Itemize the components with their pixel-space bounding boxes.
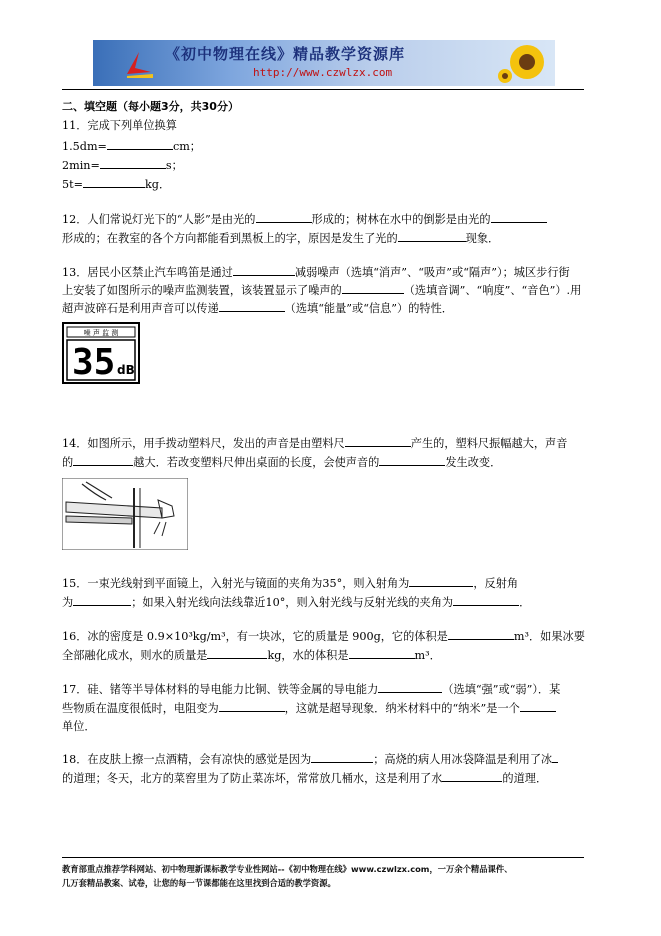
- answer-blank[interactable]: [398, 229, 466, 242]
- page-footer: [62, 862, 584, 890]
- q14-line-1: 14．如图所示，用手拨动塑料尺，发出的声音是由塑料尺 产生的，塑料尺振幅越大，声音: [62, 434, 567, 453]
- answer-blank[interactable]: [520, 699, 556, 712]
- q18-line-2: 的道理；冬天，北方的菜窖里为了防止菜冻坏，常常放几桶水，这是利用了水 的道理．: [62, 769, 547, 788]
- answer-blank[interactable]: [256, 210, 312, 223]
- section-heading: 二、填空题（每小题3分，共30分）: [62, 100, 239, 113]
- q11-stem: 11．完成下列单位换算: [62, 119, 177, 132]
- q15-line-1: 15．一束光线射到平面镜上，入射光与镜面的夹角为35°，则入射角为 ，反射角: [62, 574, 518, 593]
- q11-item-2: 2min= s；: [62, 156, 183, 175]
- answer-blank[interactable]: [342, 281, 404, 294]
- answer-blank[interactable]: [409, 574, 473, 587]
- q17-line-3: 单位．: [62, 720, 96, 733]
- answer-blank[interactable]: [73, 453, 133, 466]
- q15-line-2: 为 ；如果入射光线向法线靠近10°，则入射光线与反射光线的夹角为 ．: [62, 593, 530, 612]
- noise-monitor-icon: [62, 322, 140, 384]
- footer-rule: [62, 857, 584, 858]
- answer-blank[interactable]: [73, 593, 131, 606]
- q13-line-2: 上安装了如图所示的噪声监测装置，该装置显示了噪声的 （选填音调”、“响度”、“音色”）.用: [62, 281, 581, 300]
- device-label: 噪 声 监 测: [83, 329, 119, 337]
- footer-line-1: 教育部重点推荐学科网站、初中物理新课标教学专业性网站--《初中物理在线》www.czwlzx.com，一万余个精品课件、: [62, 864, 513, 874]
- q17-line-2: 些物质在温度很低时，电阻变为 ，这就是超导现象．纳米材料中的“纳米”是一个: [62, 699, 556, 718]
- banner-title: 《初中物理在线》精品教学资源库: [165, 45, 406, 63]
- q13-line-3: 超声波碎石是利用声音可以传递 （选填“能量”或“信息”）的特性．: [62, 299, 453, 318]
- banner-url[interactable]: http://www.czwlzx.com: [253, 66, 393, 79]
- q12-line-2: 形成的；在教室的各个方向都能看到黑板上的字，原因是发生了光的 现象．: [62, 229, 499, 248]
- q16-line-1: 16．冰的密度是 0.9×10³kg/m³，有一块冰，它的质量是 900g，它的体积是 m³．如果冰要: [62, 627, 585, 646]
- q18-line-1: 18．在皮肤上擦一点酒精，会有凉快的感觉是因为 ；高烧的病人用冰袋降温是利用了冰: [62, 750, 558, 769]
- device-unit: dB: [117, 363, 135, 377]
- ruler-on-table-icon: [62, 478, 188, 550]
- device-reading: 35: [72, 342, 116, 383]
- header-banner: [93, 40, 555, 86]
- noise-monitor-figure: [62, 322, 140, 384]
- answer-blank[interactable]: [207, 646, 267, 659]
- sunflower-icon: [497, 42, 547, 84]
- header-rule: [62, 89, 584, 90]
- q14-line-2: 的 越大．若改变塑料尺伸出桌面的长度，会使声音的 发生改变．: [62, 453, 501, 472]
- answer-blank[interactable]: [233, 263, 295, 276]
- answer-blank[interactable]: [349, 646, 415, 659]
- answer-blank[interactable]: [453, 593, 519, 606]
- q17-line-1: 17．硅、锗等半导体材料的导电能力比铜、铁等金属的导电能力 （选填“强”或“弱”）．某: [62, 680, 560, 699]
- answer-blank[interactable]: [448, 627, 514, 640]
- footer-line-2: 几万套精品教案、试卷，让您的每一节课都能在这里找到合适的教学资源。: [62, 878, 336, 888]
- answer-blank[interactable]: [378, 680, 442, 693]
- q13-line-1: 13．居民小区禁止汽车鸣笛是通过 减弱噪声（选填“消声”、“吸声”或“隔声”）；城区步行街: [62, 263, 570, 282]
- q11-item-1: 1.5dm= cm；: [62, 137, 201, 156]
- q12-line-1: 12．人们常说灯光下的“人影”是由光的 形成的；树林在水中的倒影是由光的: [62, 210, 547, 229]
- answer-blank[interactable]: [100, 156, 166, 169]
- answer-blank[interactable]: [491, 210, 547, 223]
- ruler-figure: [62, 478, 188, 550]
- q11-item-3: 5t= kg．: [62, 175, 170, 194]
- answer-blank[interactable]: [379, 453, 445, 466]
- answer-blank[interactable]: [311, 750, 373, 763]
- q16-line-2: 全部融化成水，则水的质量是 kg，水的体积是 m³．: [62, 646, 441, 665]
- answer-blank[interactable]: [83, 175, 145, 188]
- answer-blank[interactable]: [442, 769, 502, 782]
- answer-blank[interactable]: [219, 299, 285, 312]
- answer-blank[interactable]: [345, 434, 411, 447]
- answer-blank[interactable]: [552, 750, 558, 763]
- site-logo-icon: [123, 48, 157, 80]
- answer-blank[interactable]: [107, 137, 173, 150]
- answer-blank[interactable]: [219, 699, 285, 712]
